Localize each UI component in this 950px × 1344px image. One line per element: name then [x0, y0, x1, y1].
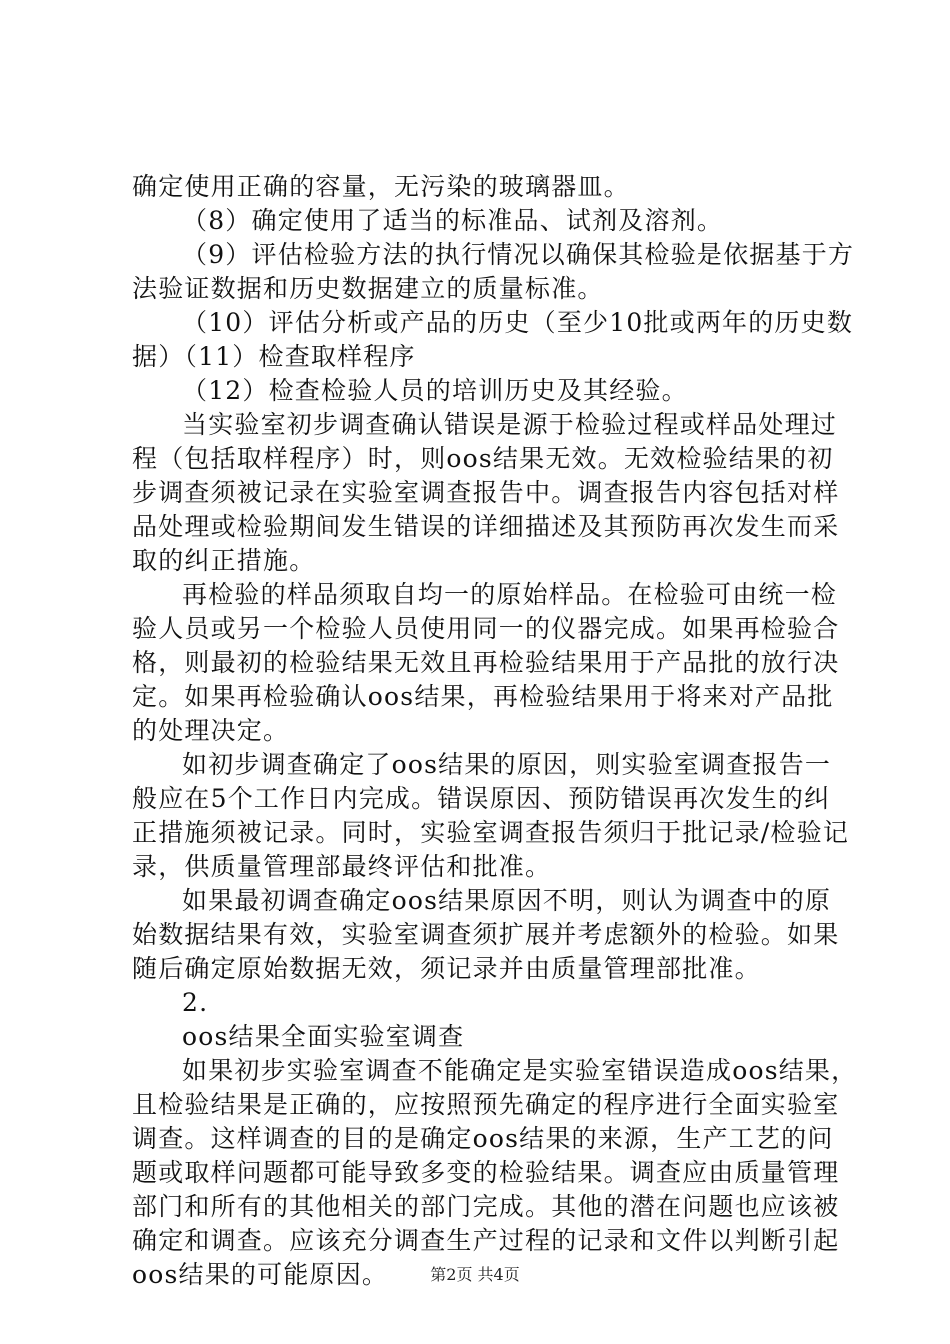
- text-line: 步调查须被记录在实验室调查报告中。调查报告内容包括对样: [132, 478, 840, 507]
- text-line: 当实验室初步调查确认错误是源于检验过程或样品处理过: [182, 410, 838, 439]
- text-line: 取的纠正措施。: [132, 546, 316, 575]
- text-line: 验人员或另一个检验人员使用同一的仪器完成。如果再检验合: [132, 614, 840, 643]
- text-line: oos结果的可能原因。: [132, 1260, 389, 1289]
- text-line: （12）检查检验人员的培训历史及其经验。: [182, 376, 688, 405]
- document-body: [132, 170, 858, 1292]
- text-line: （10）评估分析或产品的历史（至少10批或两年的历史数: [182, 308, 854, 337]
- text-line: 录，供质量管理部最终评估和批准。: [132, 852, 552, 881]
- text-line: 法验证数据和历史数据建立的质量标准。: [132, 274, 604, 303]
- text-line: （9）评估检验方法的执行情况以确保其检验是依据基于方: [182, 240, 855, 269]
- section-number: 2.: [182, 988, 209, 1017]
- text-line: 如初步调查确定了oos结果的原因，则实验室调查报告一: [182, 750, 832, 779]
- text-line: 格，则最初的检验结果无效且再检验结果用于产品批的放行决: [132, 648, 840, 677]
- text-line: 如果最初调查确定oos结果原因不明，则认为调查中的原: [182, 886, 832, 915]
- text-line: 程（包括取样程序）时，则oos结果无效。无效检验结果的初: [132, 444, 834, 473]
- text-line: （8）确定使用了适当的标准品、试剂及溶剂。: [182, 206, 724, 235]
- text-line: 的处理决定。: [132, 716, 290, 745]
- text-line: 且检验结果是正确的，应按照预先确定的程序进行全面实验室: [132, 1090, 840, 1119]
- section-heading: oos结果全面实验室调查: [182, 1022, 465, 1051]
- page-footer: 第2页 共4页: [430, 1265, 520, 1284]
- text-line: 再检验的样品须取自均一的原始样品。在检验可由统一检: [182, 580, 838, 609]
- text-line: 定。如果再检验确认oos结果，再检验结果用于将来对产品批: [132, 682, 834, 711]
- text-line: 确定使用正确的容量，无污染的玻璃器皿。: [132, 172, 630, 201]
- text-line: 如果初步实验室调查不能确定是实验室错误造成oos结果，: [182, 1056, 858, 1085]
- text-line: 正措施须被记录。同时，实验室调查报告须归于批记录/检验记: [132, 818, 850, 847]
- text-line: 随后确定原始数据无效，须记录并由质量管理部批准。: [132, 954, 761, 983]
- text-line: 调查。这样调查的目的是确定oos结果的来源，生产工艺的问: [132, 1124, 834, 1153]
- text-line: 确定和调查。应该充分调查生产过程的记录和文件以判断引起: [132, 1226, 840, 1255]
- text-line: 题或取样问题都可能导致多变的检验结果。调查应由质量管理: [132, 1158, 840, 1187]
- text-line: 般应在5个工作日内完成。错误原因、预防错误再次发生的纠: [132, 784, 831, 813]
- text-line: 品处理或检验期间发生错误的详细描述及其预防再次发生而采: [132, 512, 840, 541]
- text-line: 部门和所有的其他相关的部门完成。其他的潜在问题也应该被: [132, 1192, 840, 1221]
- text-line: 始数据结果有效，实验室调查须扩展并考虑额外的检验。如果: [132, 920, 840, 949]
- text-line: 据）（11）检查取样程序: [132, 342, 416, 371]
